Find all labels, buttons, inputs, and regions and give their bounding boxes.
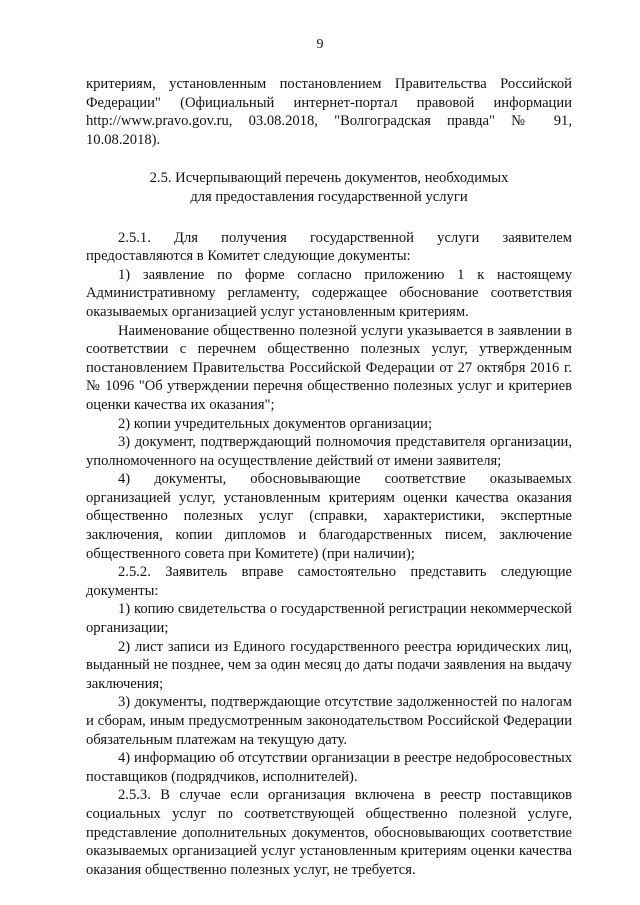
list-item-supporting-documents: 4) документы, обосновывающие соответствие оказываемых организацией услуг, установленным критериям оценки качества оказания общественно полезных услуг (справки, характеристики, экспертные заключения, копии дипломов и благодарственных писем, заключение общественного совета при Комитете) (при наличии); [86,471,572,562]
paragraph-2-5-3: 2.5.3. В случае если организация включена в реестр поставщиков социальных услуг по соответствующей общественно полезной услуге, представление дополнительных документов, обосновывающих соответствие оказываемых организацией услуг установленным критериям оценки качества оказания общественно полезных услуг, не требуется. [86,787,572,878]
list-item-registration-certificate: 1) копию свидетельства о государственной регистрации некоммерческой организации; [86,601,572,637]
list-item-application: 1) заявление по форме согласно приложению 1 к настоящему Административному регламенту, содержащее обоснование соответствия оказываемых организацией услуг установленным критериям. [86,266,572,320]
paragraph-service-name: Наименование общественно полезной услуги указывается в заявлении в соответствии с перечнем общественно полезных услуг, утвержденным постановлением Правительства Российской Федерации от 27 октября 2016 г. № 1096 "Об утверждении перечня общественно полезных услуг и критериев оценки качества их оказания"; [86,322,572,413]
list-item-charter-copies: 2) копии учредительных документов организации; [118,415,432,432]
paragraph-2-5-2: 2.5.2. Заявитель вправе самостоятельно представить следующие документы: [86,564,572,599]
list-item-no-debts: 3) документы, подтверждающие отсутствие задолженностей по налогам и сборам, иным предусмотренным законодательством Российской Федерации обязательным платежам на текущую дату. [86,694,572,748]
document-body [86,75,572,879]
paragraph-2-5-1: 2.5.1. Для получения государственной услуги заявителем предоставляются в Комитет следующие документы: [86,229,572,265]
section-heading [86,169,572,206]
intro-paragraph: критериям, установленным постановлением Правительства Российской Федерации" (Официальный интернет-портал правовой информации http://www.pravo.gov.ru, 03.08.2018, "Волгоградская правда" № 91, 10.08.2018). [86,76,572,148]
list-item-unfair-suppliers: 4) информацию об отсутствии организации в реестре недобросовестных поставщиков (подрядчиков, исполнителей). [86,750,572,785]
section-heading-line-1: 2.5. Исчерпывающий перечень документов, необходимых [149,170,509,187]
list-item-authority-document: 3) документ, подтверждающий полномочия представителя организации, уполномоченного на осуществление действий от имени заявителя; [86,434,572,469]
page-number: 9 [316,37,324,52]
section-heading-line-2: для предоставления государственной услуги [190,188,468,205]
list-item-registry-sheet: 2) лист записи из Единого государственного реестра юридических лиц, выданный не позднее, чем за один месяц до даты подачи заявления на выдачу заключения; [86,638,572,692]
